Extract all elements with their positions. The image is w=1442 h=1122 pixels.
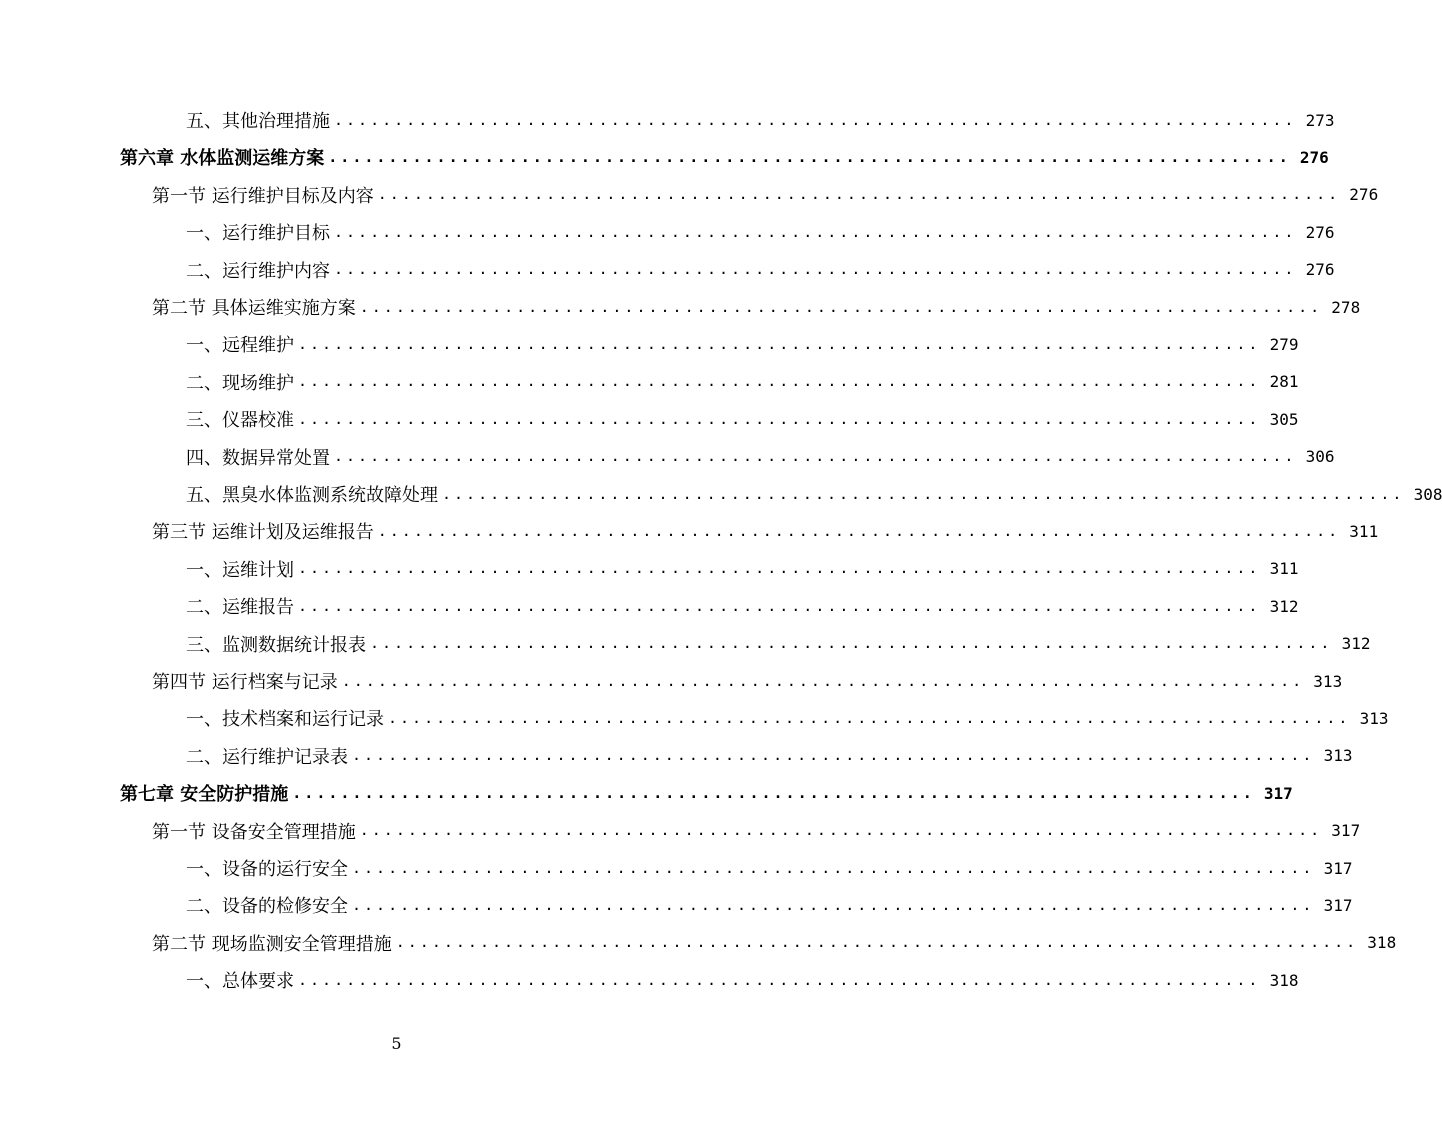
- toc-leader-dots: ................................................................................: [334, 222, 1297, 241]
- toc-entry-title: 一、技术档案和运行记录: [186, 709, 384, 731]
- toc-entry-page: 273: [1305, 110, 1335, 130]
- toc-leader-dots: ................................................................................: [334, 447, 1297, 466]
- toc-leader-dots: ................................................................................: [395, 933, 1359, 952]
- toc-item-entry[interactable]: [186, 251, 1335, 288]
- toc-item-entry[interactable]: [186, 550, 1299, 587]
- toc-entry-page: 279: [1269, 334, 1299, 354]
- toc-leader-dots: ................................................................................: [359, 297, 1323, 316]
- toc-item-entry[interactable]: [186, 326, 1299, 363]
- toc-entry-title: 第一节 运行维护目标及内容: [152, 185, 374, 207]
- toc-entry-title: 第七章 安全防护措施: [120, 784, 289, 806]
- page-number: 5: [391, 1034, 402, 1053]
- toc-entry-title: 三、监测数据统计报表: [186, 634, 366, 656]
- toc-entry-page: 276: [1305, 222, 1335, 242]
- toc-entry-page: 317: [1323, 895, 1353, 915]
- toc-entry-title: 第四节 运行档案与记录: [152, 672, 338, 693]
- toc-entry-page: 276: [1305, 260, 1335, 280]
- toc-leader-dots: ................................................................................: [377, 521, 1341, 540]
- toc-entry-title: 五、黑臭水体监测系统故障处理: [186, 485, 438, 506]
- toc-entry-page: 308: [1413, 484, 1442, 504]
- toc-leader-dots: ................................................................................: [388, 708, 1351, 727]
- toc-leader-dots: ................................................................................: [298, 334, 1261, 353]
- toc-item-entry[interactable]: [186, 588, 1299, 625]
- toc-section-entry[interactable]: [152, 924, 1397, 961]
- toc-section-entry[interactable]: [152, 513, 1379, 550]
- toc-entry-title: 二、运维报告: [186, 597, 294, 619]
- toc-item-entry[interactable]: [186, 850, 1353, 887]
- toc-leader-dots: ................................................................................: [352, 746, 1315, 765]
- toc-entry-page: 318: [1269, 970, 1299, 990]
- toc-entry-title: 一、总体要求: [186, 971, 294, 993]
- toc-leader-dots: ................................................................................: [377, 185, 1341, 204]
- toc-entry-title: 第六章 水体监测运维方案: [120, 148, 325, 170]
- toc-entry-title: 三、仪器校准: [186, 410, 294, 432]
- toc-leader-dots: ................................................................................: [298, 596, 1261, 615]
- toc-section-entry[interactable]: [152, 176, 1379, 213]
- toc-entry-page: 317: [1323, 858, 1353, 878]
- toc-entry-page: 312: [1269, 596, 1299, 616]
- toc-entry-title: 五、其他治理措施: [186, 111, 330, 132]
- toc-section-entry[interactable]: [152, 289, 1361, 326]
- toc-chapter-entry[interactable]: [120, 775, 1293, 812]
- toc-entry-title: 二、运行维护记录表: [186, 746, 348, 768]
- toc-leader-dots: ................................................................................: [298, 559, 1261, 578]
- toc-entry-title: 第二节 现场监测安全管理措施: [152, 933, 392, 955]
- toc-entry-page: 281: [1269, 372, 1299, 392]
- toc-entry-page: 317: [1331, 821, 1361, 841]
- toc-item-entry[interactable]: [186, 700, 1389, 737]
- toc-leader-dots: ................................................................................: [334, 110, 1297, 129]
- toc-leader-dots: ................................................................................: [352, 858, 1315, 877]
- toc-entry-title: 四、数据异常处置: [186, 447, 330, 469]
- toc-entry-page: 318: [1367, 933, 1397, 953]
- toc-section-entry[interactable]: [152, 663, 1343, 700]
- toc-entry-title: 一、运维计划: [186, 559, 294, 581]
- toc-entry-title: 二、现场维护: [186, 372, 294, 394]
- toc-entry-page: 312: [1341, 634, 1371, 654]
- toc-entry-title: 一、运行维护目标: [186, 223, 330, 245]
- toc-leader-dots: ................................................................................: [341, 671, 1305, 690]
- toc-chapter-entry[interactable]: [120, 139, 1329, 176]
- toc-leader-dots: ................................................................................: [298, 372, 1261, 391]
- toc-item-entry[interactable]: [186, 887, 1353, 924]
- toc-item-entry[interactable]: [186, 214, 1335, 251]
- toc-item-entry[interactable]: [186, 102, 1335, 139]
- toc-entry-page: 305: [1269, 409, 1299, 429]
- toc-entry-title: 第三节 运维计划及运维报告: [152, 522, 374, 544]
- toc-entry-page: 313: [1359, 708, 1389, 728]
- toc-leader-dots: ................................................................................: [352, 895, 1315, 914]
- toc-leader-dots: ................................................................................: [359, 821, 1323, 840]
- toc-entry-page: 276: [1349, 185, 1379, 205]
- toc-item-entry[interactable]: [186, 401, 1299, 438]
- toc-leader-dots: ................................................................................: [442, 484, 1405, 503]
- toc-item-entry[interactable]: [186, 737, 1353, 774]
- toc-leader-dots: ................................................................................: [298, 970, 1261, 989]
- toc-entry-page: 313: [1313, 671, 1343, 691]
- toc-item-entry[interactable]: [186, 962, 1299, 999]
- toc-entry-page: 306: [1305, 447, 1335, 467]
- toc-leader-dots: ................................................................................: [370, 634, 1333, 653]
- toc-section-entry[interactable]: [152, 812, 1361, 849]
- toc-leader-dots: ................................................................................: [292, 783, 1255, 802]
- toc-item-entry[interactable]: [186, 363, 1299, 400]
- toc-entry-title: 第二节 具体运维实施方案: [152, 298, 356, 319]
- toc-entry-page: 317: [1263, 783, 1293, 803]
- toc-item-entry[interactable]: [186, 438, 1335, 475]
- toc-entry-page: 311: [1269, 559, 1299, 579]
- toc-item-entry[interactable]: [186, 625, 1371, 662]
- toc-entry-title: 二、设备的检修安全: [186, 896, 348, 918]
- toc-item-entry[interactable]: [186, 476, 1442, 513]
- toc-leader-dots: ................................................................................: [298, 409, 1261, 428]
- toc-entry-page: 311: [1349, 521, 1379, 541]
- toc-entry-page: 276: [1299, 147, 1329, 167]
- toc-entry-page: 313: [1323, 746, 1353, 766]
- toc-entry-title: 一、远程维护: [186, 335, 294, 357]
- toc-leader-dots: ................................................................................: [328, 147, 1291, 166]
- toc-entry-page: 278: [1331, 297, 1361, 317]
- toc-leader-dots: ................................................................................: [334, 260, 1297, 279]
- toc-entry-title: 二、运行维护内容: [186, 260, 330, 282]
- toc-entry-title: 一、设备的运行安全: [186, 859, 348, 880]
- toc-entry-title: 第一节 设备安全管理措施: [152, 821, 356, 843]
